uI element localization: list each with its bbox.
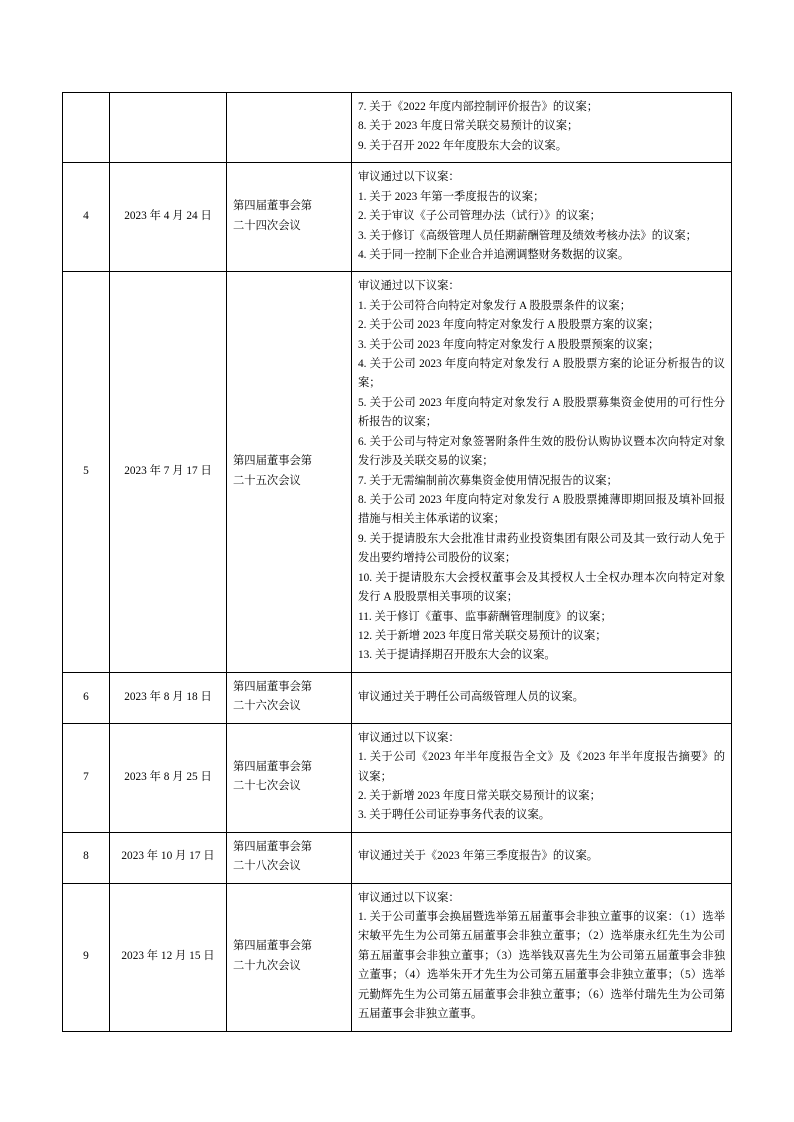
content-line: 1. 关于公司符合向特定对象发行 A 股股票条件的议案； bbox=[358, 299, 632, 312]
row-number-cell: 6 bbox=[63, 672, 110, 723]
row-content-cell bbox=[352, 672, 732, 723]
row-content-cell bbox=[352, 883, 732, 1031]
row-date-cell: 2023 年 8 月 18 日 bbox=[110, 672, 227, 723]
table-row bbox=[63, 672, 732, 723]
row-content-cell bbox=[352, 93, 732, 163]
row-meeting-cell bbox=[227, 723, 352, 832]
table-body bbox=[63, 93, 732, 1032]
meeting-line: 第四届董事会第 bbox=[233, 840, 313, 853]
row-date-cell: 2023 年 7 月 17 日 bbox=[110, 272, 227, 672]
content-line: 13. 关于提请择期召开股东大会的议案。 bbox=[358, 649, 556, 662]
meeting-line: 第四届董事会第 bbox=[233, 940, 313, 953]
content-line: 7. 关于无需编制前次募集资金使用情况报告的议案； bbox=[358, 474, 618, 487]
content-line: 11. 关于修订《董事、监事薪酬管理制度》的议案； bbox=[358, 610, 612, 623]
content-line: 审议通过以下议案： bbox=[358, 891, 460, 904]
meeting-line: 二十四次会议 bbox=[233, 219, 301, 232]
table-row bbox=[63, 723, 732, 832]
row-date-cell: 2023 年 8 月 25 日 bbox=[110, 723, 227, 832]
row-date-cell: 2023 年 10 月 17 日 bbox=[110, 832, 227, 883]
row-number-cell: 8 bbox=[63, 832, 110, 883]
content-line: 4. 关于同一控制下企业合并追溯调整财务数据的议案。 bbox=[358, 248, 630, 261]
content-line: 5. 关于公司 2023 年度向特定对象发行 A 股股票募集资金使用的可行性分析报告的议案； bbox=[358, 396, 725, 429]
content-line: 2. 关于新增 2023 年度日常关联交易预计的议案； bbox=[358, 789, 601, 802]
table-row bbox=[63, 832, 732, 883]
meeting-line: 二十六次会议 bbox=[233, 700, 301, 713]
content-line: 审议通过以下议案： bbox=[358, 280, 460, 293]
content-line: 3. 关于公司 2023 年度向特定对象发行 A 股股票预案的议案； bbox=[358, 338, 660, 351]
content-line: 10. 关于提请股东大会授权董事会及其授权人士全权办理本次向特定对象发行 A 股股票相关事项的议案； bbox=[358, 571, 725, 604]
content-line: 审议通过关于聘任公司高级管理人员的议案。 bbox=[358, 690, 584, 703]
content-line: 9. 关于召开 2022 年年度股东大会的议案。 bbox=[358, 139, 567, 152]
content-line: 9. 关于提请股东大会批准甘肃药业投资集团有限公司及其一致行动人免于发出要约增持公司股份的议案； bbox=[358, 532, 725, 565]
row-date-cell: 2023 年 12 月 15 日 bbox=[110, 883, 227, 1031]
content-line: 2. 关于公司 2023 年度向特定对象发行 A 股股票方案的议案； bbox=[358, 319, 660, 332]
content-line: 12. 关于新增 2023 年度日常关联交易预计的议案； bbox=[358, 629, 607, 642]
row-meeting-cell bbox=[227, 883, 352, 1031]
content-line: 4. 关于公司 2023 年度向特定对象发行 A 股股票方案的论证分析报告的议案； bbox=[358, 358, 725, 390]
row-meeting-cell bbox=[227, 93, 352, 163]
meeting-line: 二十九次会议 bbox=[233, 959, 301, 972]
meeting-line: 第四届董事会第 bbox=[233, 680, 313, 693]
meeting-line: 第四届董事会第 bbox=[233, 760, 313, 773]
board-meetings-table bbox=[62, 92, 732, 1032]
table-row bbox=[63, 272, 732, 672]
row-content-cell bbox=[352, 272, 732, 672]
row-number-cell: 5 bbox=[63, 272, 110, 672]
content-line: 7. 关于《2022 年度内部控制评价报告》的议案； bbox=[358, 101, 599, 113]
row-meeting-cell bbox=[227, 672, 352, 723]
meeting-line: 二十五次会议 bbox=[233, 474, 301, 487]
row-meeting-cell bbox=[227, 163, 352, 272]
row-date-cell bbox=[110, 93, 227, 163]
row-meeting-cell bbox=[227, 272, 352, 672]
table-row bbox=[63, 163, 732, 272]
content-line: 1. 关于 2023 年第一季度报告的议案； bbox=[358, 190, 545, 203]
row-content-cell bbox=[352, 723, 732, 832]
row-date-cell: 2023 年 4 月 24 日 bbox=[110, 163, 227, 272]
content-line: 1. 关于公司《2023 年半年度报告全文》及《2023 年半年度报告摘要》的议案； bbox=[358, 751, 725, 783]
meeting-line: 二十七次会议 bbox=[233, 780, 301, 793]
row-number-cell: 7 bbox=[63, 723, 110, 832]
meeting-line: 二十八次会议 bbox=[233, 860, 301, 873]
content-line: 3. 关于修订《高级管理人员任期薪酬管理及绩效考核办法》的议案； bbox=[358, 229, 697, 242]
content-line: 审议通过以下议案： bbox=[358, 731, 460, 744]
table-row bbox=[63, 93, 732, 163]
row-meeting-cell bbox=[227, 832, 352, 883]
row-content-cell bbox=[352, 163, 732, 272]
content-line: 审议通过关于《2023 年第三季度报告》的议案。 bbox=[358, 850, 599, 863]
content-line: 2. 关于审议《子公司管理办法（试行）》的议案； bbox=[358, 210, 601, 223]
table-row bbox=[63, 883, 732, 1031]
meeting-line: 第四届董事会第 bbox=[233, 200, 313, 213]
content-line: 8. 关于 2023 年度日常关联交易预计的议案； bbox=[358, 120, 579, 133]
row-number-cell: 9 bbox=[63, 883, 110, 1031]
content-line: 6. 关于公司与特定对象签署附条件生效的股份认购协议暨本次向特定对象发行涉及关联交易的议案； bbox=[358, 435, 725, 468]
content-line: 1. 关于公司董事会换届暨选举第五届董事会非独立董事的议案：（1）选举宋敏平先生为公司第五届董事会非独立董事；（2）选举康永红先生为公司第五届董事会非独立董事；（3）选举钱双喜先生为公司第五届董事会非独立董事；（4）选举朱开才先生为公司第五届董事会非独立董事；（5）选举元勤辉先生为公司第五届董事会非独立董事；（6）选举付瑞先生为公司第五届董事会非独立董事。 bbox=[358, 911, 725, 1021]
content-line: 3. 关于聘任公司证券事务代表的议案。 bbox=[358, 809, 551, 822]
content-line: 8. 关于公司 2023 年度向特定对象发行 A 股股票摊薄即期回报及填补回报措施与相关主体承诺的议案； bbox=[358, 494, 725, 526]
row-number-cell: 4 bbox=[63, 163, 110, 272]
meeting-line: 第四届董事会第 bbox=[233, 455, 313, 468]
row-content-cell bbox=[352, 832, 732, 883]
row-number-cell bbox=[63, 93, 110, 163]
content-line: 审议通过以下议案： bbox=[358, 171, 460, 184]
